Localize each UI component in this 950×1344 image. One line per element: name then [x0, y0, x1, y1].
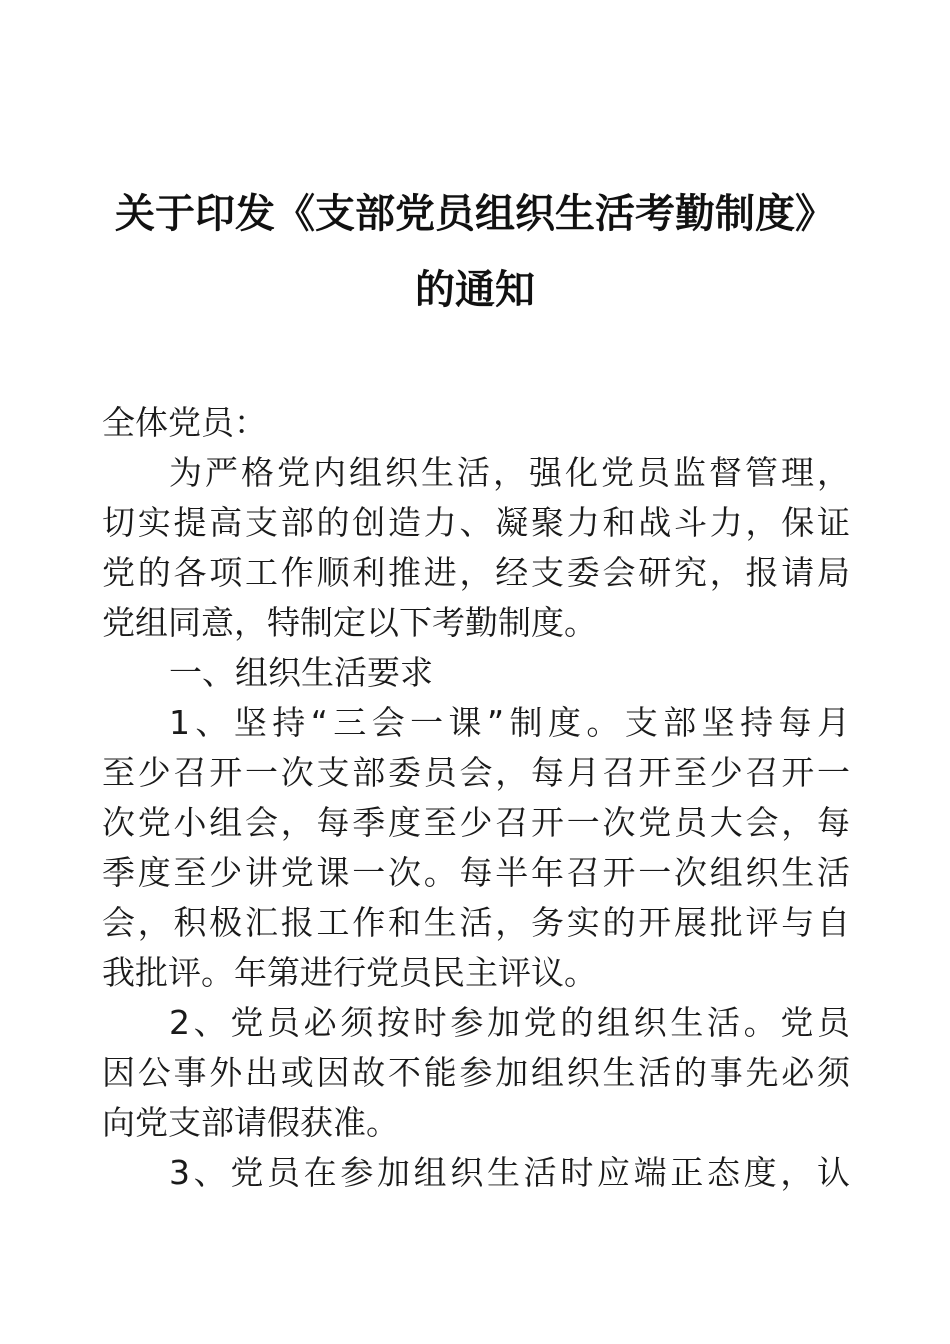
- paragraph-line: 切实提高支部的创造力、凝聚力和战斗力，保证: [102, 503, 850, 542]
- salutation: 全体党员：: [102, 403, 267, 442]
- paragraph-line: 党组同意，特制定以下考勤制度。: [102, 603, 597, 642]
- document-title-line-1: 关于印发《支部党员组织生活考勤制度》: [115, 190, 835, 237]
- paragraph-line: 为严格党内组织生活，强化党员监督管理，: [169, 453, 850, 492]
- paragraph-line: 党的各项工作顺利推进，经支委会研究，报请局: [102, 553, 850, 592]
- paragraph-line: 我批评。年第进行党员民主评议。: [102, 953, 597, 992]
- document-title-line-2: 的通知: [415, 266, 535, 313]
- paragraph-line: 次党小组会，每季度至少召开一次党员大会，每: [102, 803, 850, 842]
- paragraph-line: 季度至少讲党课一次。每半年召开一次组织生活: [102, 853, 850, 892]
- paragraph-line: 会，积极汇报工作和生活，务实的开展批评与自: [102, 903, 850, 942]
- paragraph-line: 至少召开一次支部委员会，每月召开至少召开一: [102, 753, 850, 792]
- paragraph-line: 2、党员必须按时参加党的组织生活。党员: [169, 1003, 850, 1042]
- paragraph-line: 3、党员在参加组织生活时应端正态度，认: [169, 1153, 850, 1192]
- paragraph-line: 向党支部请假获准。: [102, 1103, 399, 1142]
- section-heading: 一、组织生活要求: [169, 653, 433, 692]
- paragraph-line: 1、坚持“三会一课”制度。支部坚持每月: [169, 703, 850, 742]
- paragraph-line: 因公事外出或因故不能参加组织生活的事先必须: [102, 1053, 850, 1092]
